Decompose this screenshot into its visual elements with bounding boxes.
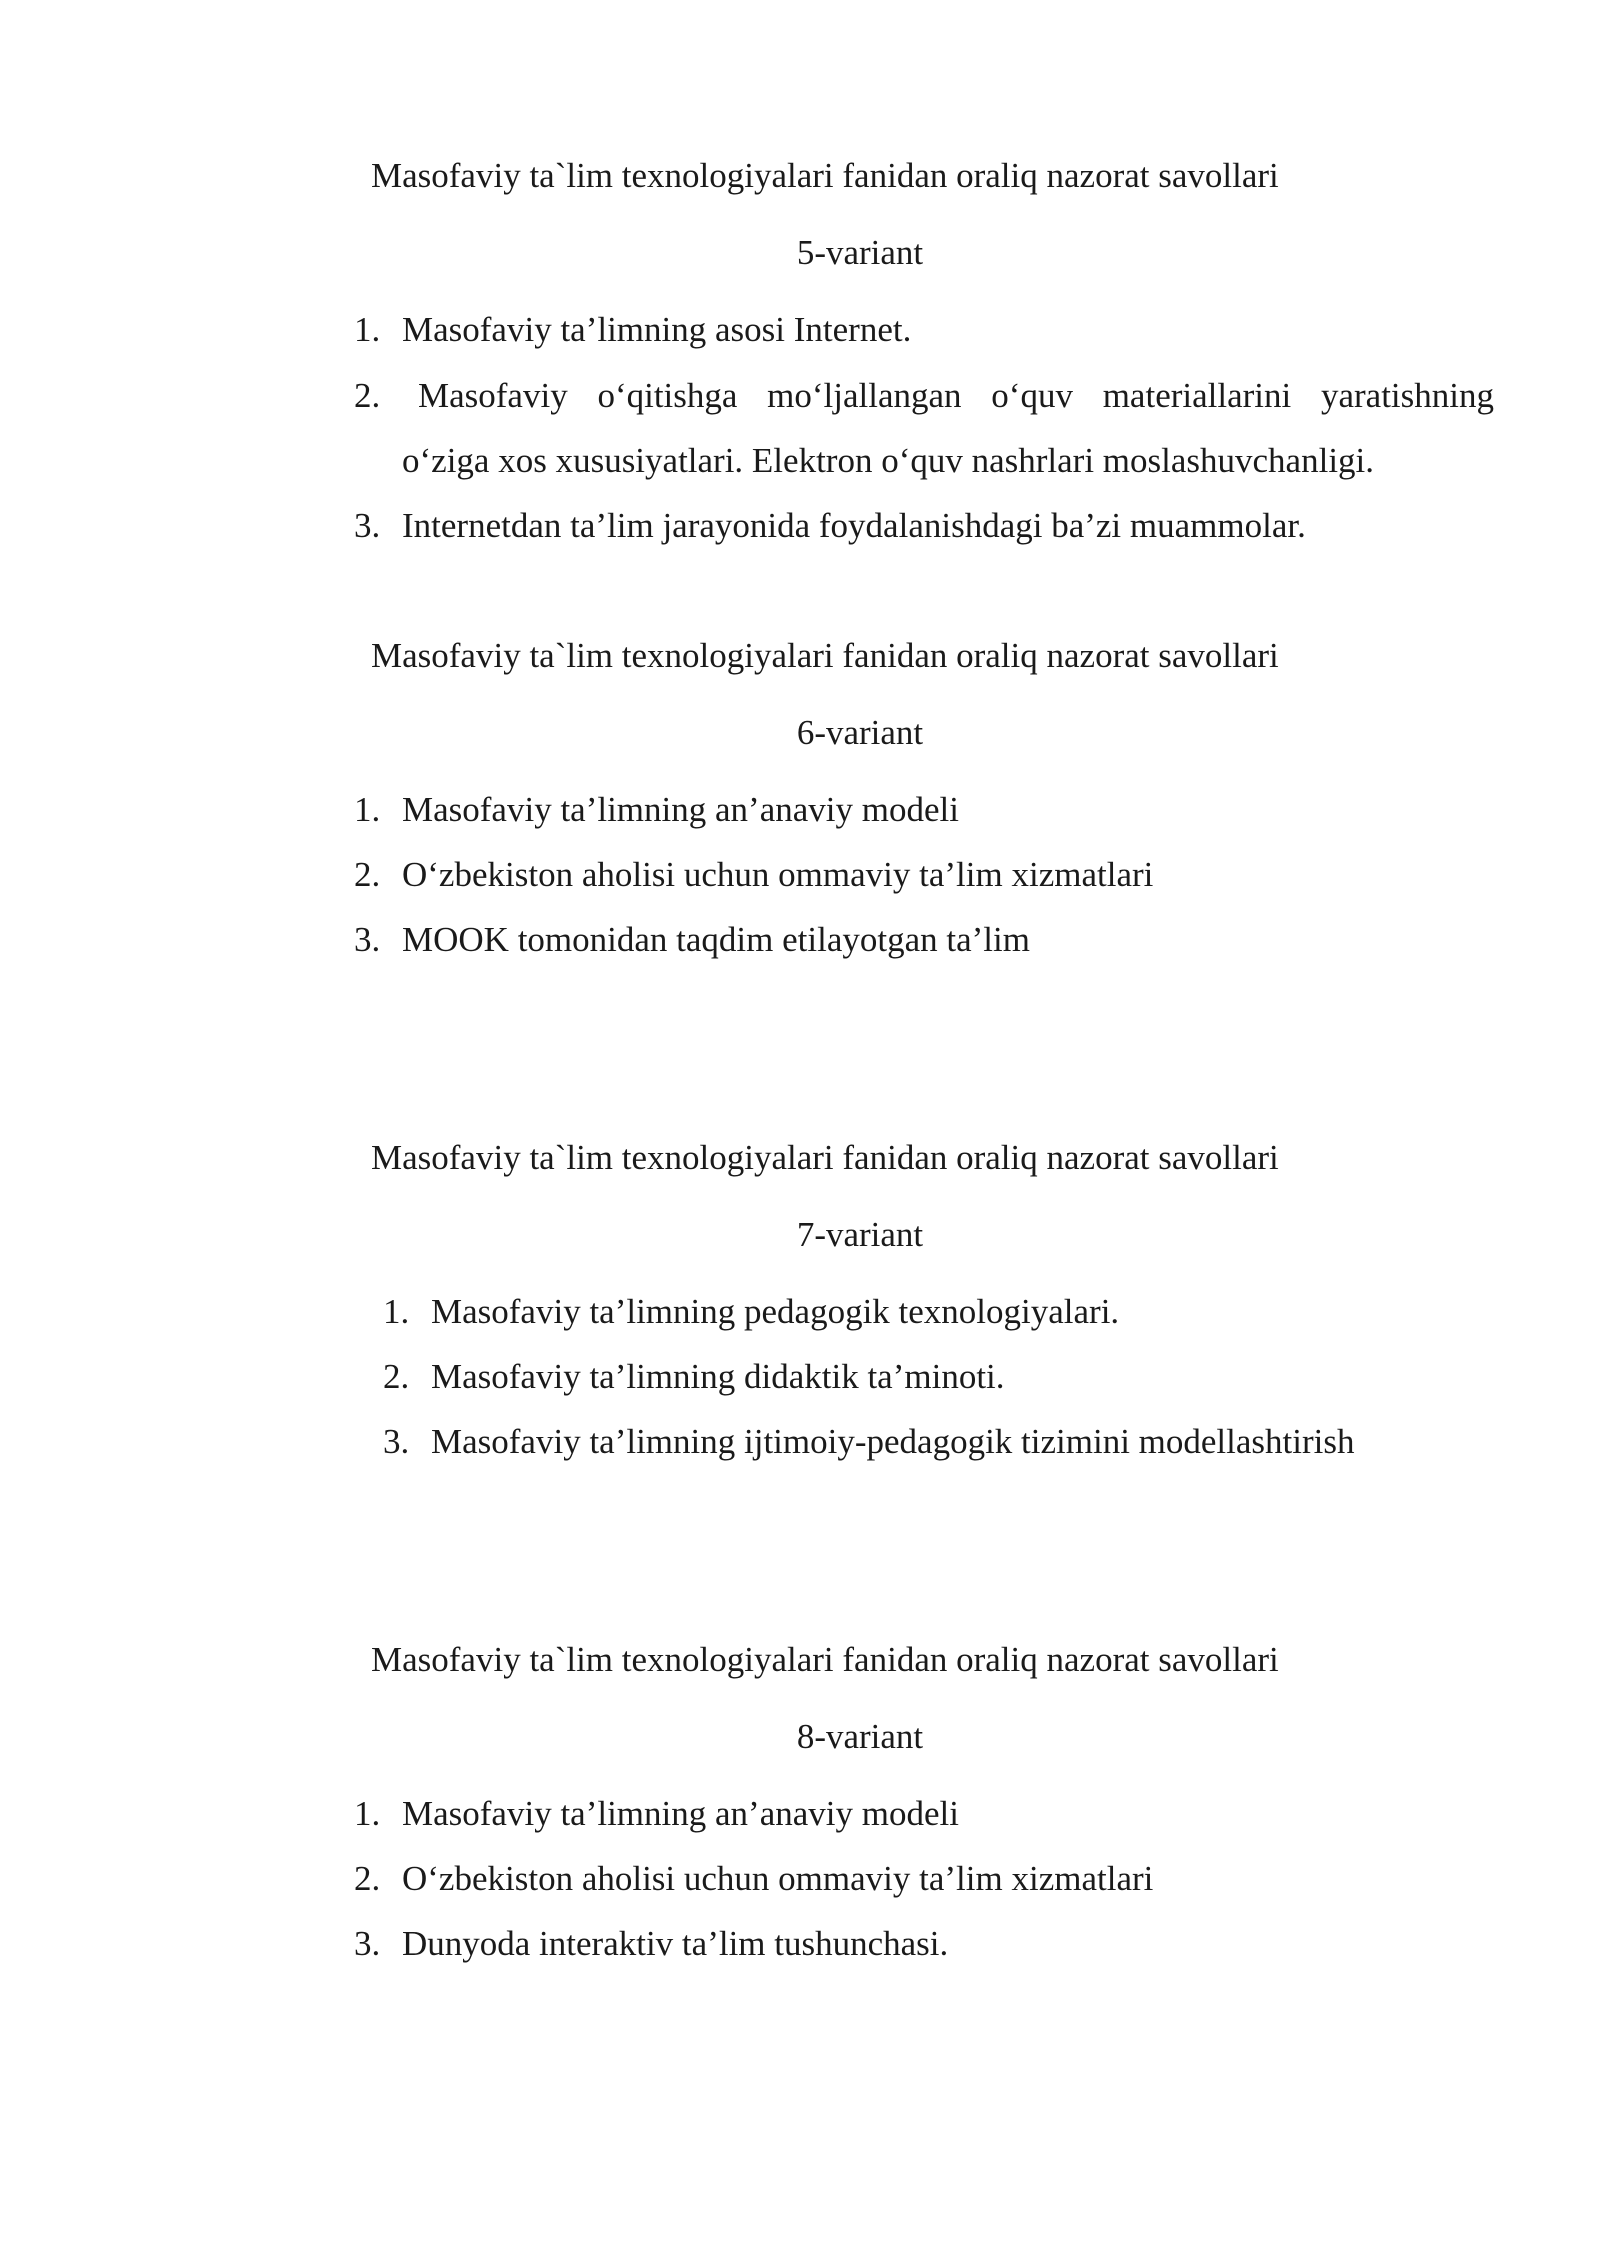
question-number: 3. xyxy=(354,1924,381,1963)
section-title: Masofaviy ta`lim texnologiyalari fanidan oraliq nazorat savollari xyxy=(371,156,1279,195)
question-number: 2. xyxy=(383,1357,410,1396)
question-text: Masofaviy ta’limning pedagogik texnologiyalari. xyxy=(431,1292,1120,1331)
question-text-line-2: o‘ziga xos xususiyatlari. Elektron o‘quv nashrlari moslashuvchanligi. xyxy=(402,441,1375,480)
question-text: O‘zbekiston aholisi uchun ommaviy ta’lim xizmatlari xyxy=(402,855,1154,894)
question-number: 2. xyxy=(354,855,381,894)
question-text-line-1: Masofaviy o‘qitishga mo‘ljallangan o‘quv materiallarini yaratishning xyxy=(418,376,1494,415)
question-number: 3. xyxy=(354,506,381,545)
question-text: O‘zbekiston aholisi uchun ommaviy ta’lim xizmatlari xyxy=(402,1859,1154,1898)
question-text: Internetdan ta’lim jarayonida foydalanishdagi ba’zi muammolar. xyxy=(402,506,1306,545)
question-text: Masofaviy ta’limning an’anaviy modeli xyxy=(402,1794,959,1833)
variant-heading: 8-variant xyxy=(796,1717,924,1756)
question-number: 2. xyxy=(354,1859,381,1898)
section-title: Masofaviy ta`lim texnologiyalari fanidan oraliq nazorat savollari xyxy=(371,636,1279,675)
section-title: Masofaviy ta`lim texnologiyalari fanidan oraliq nazorat savollari xyxy=(371,1640,1279,1679)
question-number: 1. xyxy=(354,790,381,829)
question-number: 1. xyxy=(354,1794,381,1833)
question-number: 3. xyxy=(354,920,381,959)
section-title: Masofaviy ta`lim texnologiyalari fanidan oraliq nazorat savollari xyxy=(371,1138,1279,1177)
variant-heading: 5-variant xyxy=(796,233,924,272)
question-text: Masofaviy ta’limning didaktik ta’minoti. xyxy=(431,1357,1005,1396)
variant-heading: 6-variant xyxy=(796,713,924,752)
question-text: Masofaviy ta’limning an’anaviy modeli xyxy=(402,790,959,829)
question-text: Masofaviy ta’limning ijtimoiy-pedagogik tizimini modellashtirish xyxy=(431,1422,1355,1461)
question-number: 3. xyxy=(383,1422,410,1461)
variant-heading: 7-variant xyxy=(796,1215,924,1254)
question-text: Masofaviy ta’limning asosi Internet. xyxy=(402,310,912,349)
question-number: 1. xyxy=(354,310,381,349)
question-text: Dunyoda interaktiv ta’lim tushunchasi. xyxy=(402,1924,949,1963)
question-number: 2. xyxy=(354,376,381,415)
question-number: 1. xyxy=(383,1292,410,1331)
question-text: MOOK tomonidan taqdim etilayotgan ta’lim xyxy=(402,920,1030,959)
